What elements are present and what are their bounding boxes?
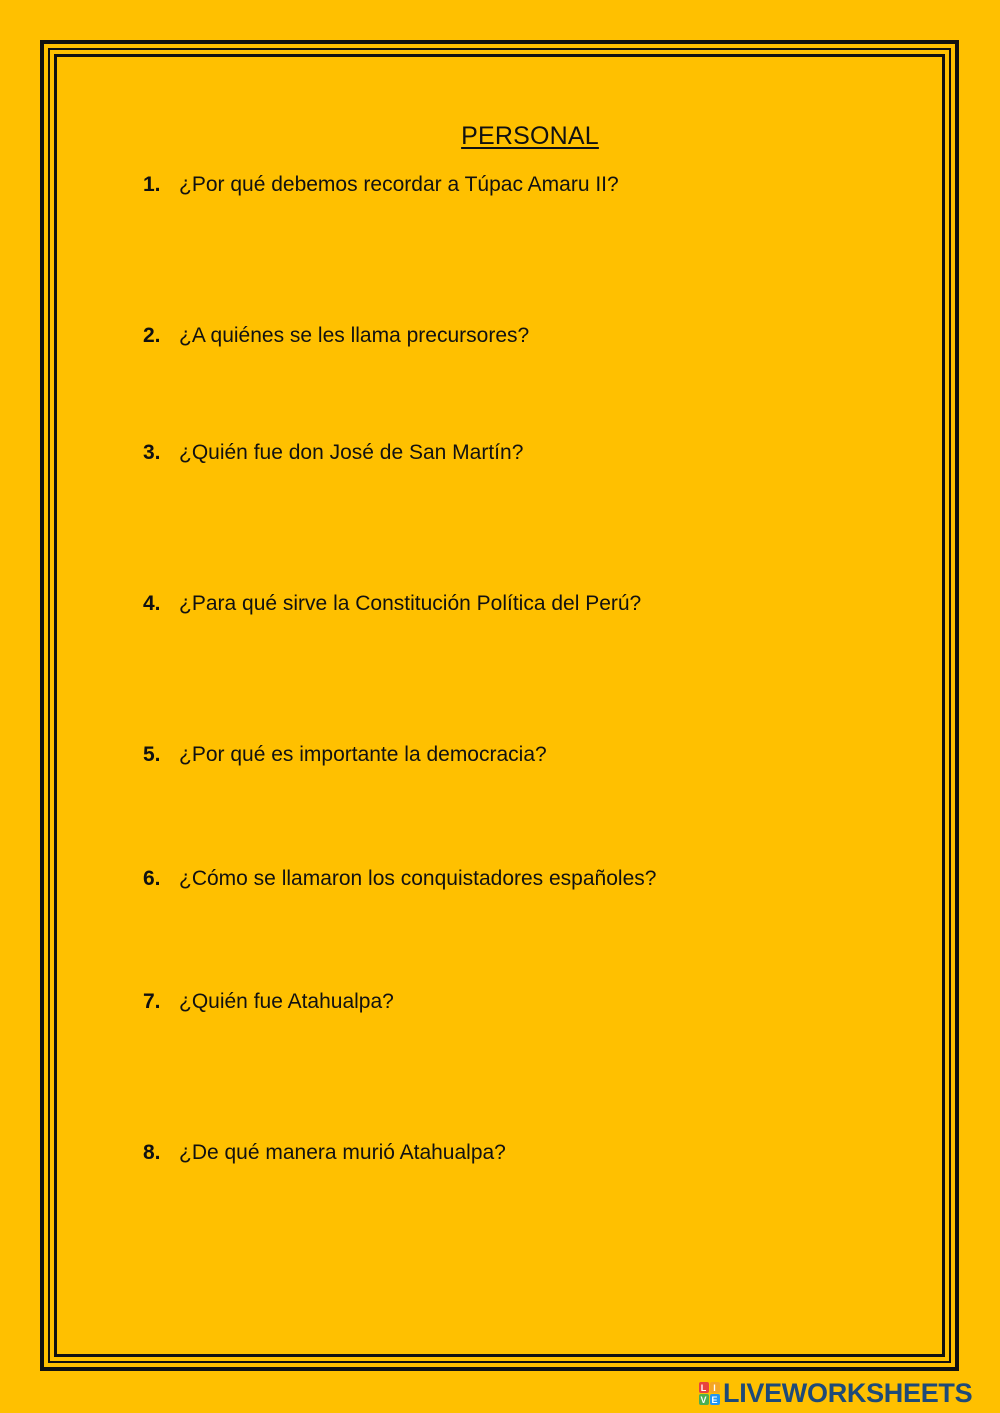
question-text: ¿Para qué sirve la Constitución Política del Perú? xyxy=(179,592,642,615)
logo-mark-letter: L xyxy=(699,1382,709,1393)
logo-mark-letter: V xyxy=(700,1394,707,1405)
question-item xyxy=(143,867,656,891)
question-item xyxy=(143,990,394,1014)
logo-mark-letter: I xyxy=(710,1382,720,1393)
question-text: ¿Cómo se llamaron los conquistadores españoles? xyxy=(179,867,657,890)
question-number: 3. xyxy=(143,441,161,464)
liveworksheets-logo xyxy=(698,1378,972,1408)
question-text: ¿Por qué es importante la democracia? xyxy=(179,743,547,766)
question-number: 8. xyxy=(143,1141,161,1164)
question-item xyxy=(143,592,641,616)
question-text: ¿De qué manera murió Atahualpa? xyxy=(179,1141,506,1164)
question-item xyxy=(143,324,529,348)
question-number: 5. xyxy=(143,743,161,766)
question-item xyxy=(143,1141,506,1165)
page-border-middle xyxy=(48,48,951,1363)
logo-text: LIVEWORKSHEETS xyxy=(723,1377,973,1408)
question-number: 4. xyxy=(143,592,161,615)
worksheet-title: PERSONAL xyxy=(461,122,599,150)
page-border-outer xyxy=(40,40,959,1371)
question-item xyxy=(143,173,619,197)
question-text: ¿Por qué debemos recordar a Túpac Amaru II? xyxy=(179,173,619,196)
question-number: 6. xyxy=(143,867,161,890)
question-number: 2. xyxy=(143,324,161,347)
liveworksheets-mark-icon xyxy=(698,1381,720,1405)
question-number: 1. xyxy=(143,173,161,196)
question-text: ¿Quién fue Atahualpa? xyxy=(179,990,394,1013)
question-item xyxy=(143,441,523,465)
question-item xyxy=(143,743,547,767)
question-text: ¿Quién fue don José de San Martín? xyxy=(179,441,524,464)
question-number: 7. xyxy=(143,990,161,1013)
question-text: ¿A quiénes se les llama precursores? xyxy=(179,324,530,347)
logo-mark-letter: E xyxy=(711,1394,718,1405)
